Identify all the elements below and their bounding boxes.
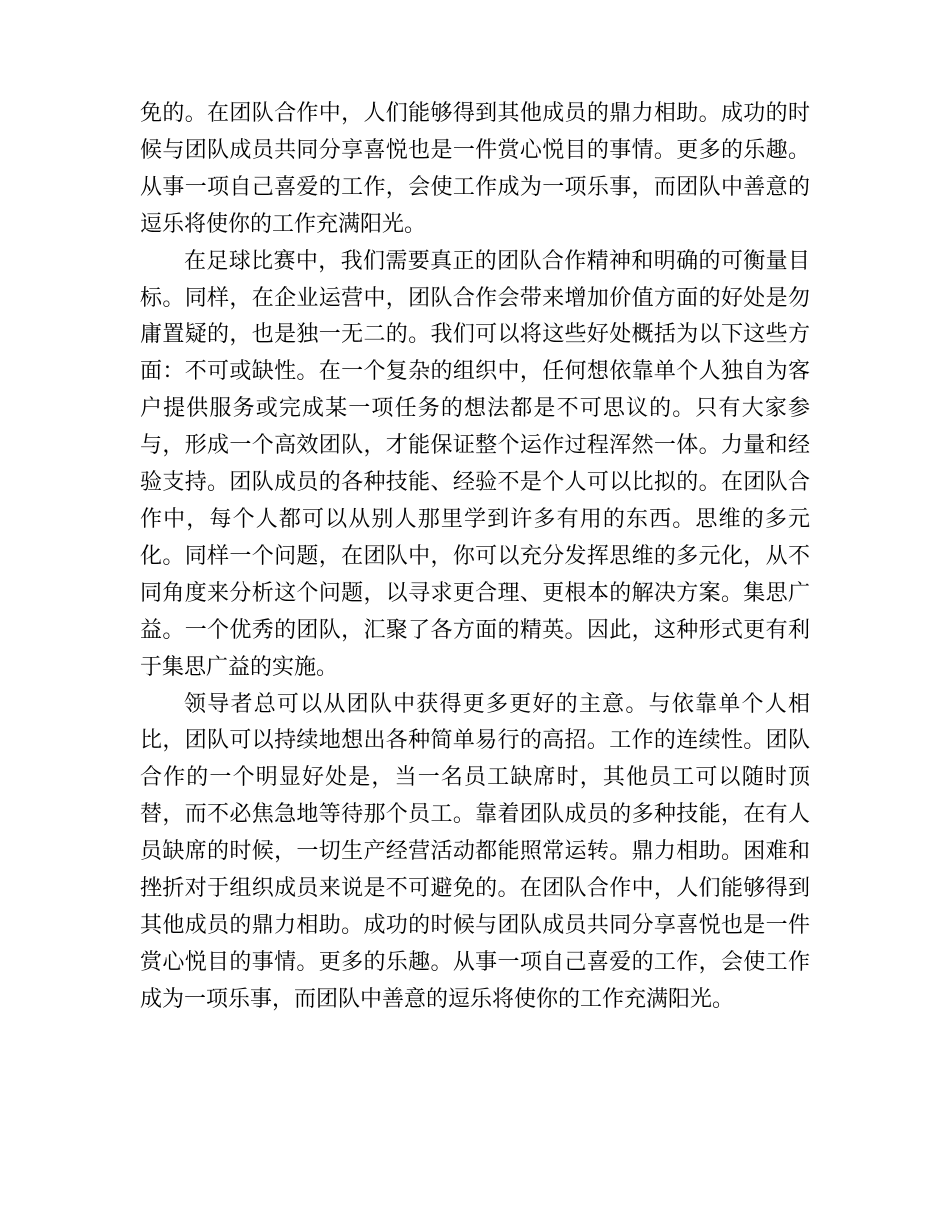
paragraph-continuation: 免的。在团队合作中，人们能够得到其他成员的鼎力相助。成功的时候与团队成员共同分享喜悦也是一件赏心悦目的事情。更多的乐趣。从事一项自己喜爱的工作，会使工作成为一项乐事，而团队中善意的逗乐将使你的工作充满阳光。	[140, 101, 810, 237]
paragraph-football-teamwork: 在足球比赛中，我们需要真正的团队合作精神和明确的可衡量目标。同样，在企业运营中，团队合作会带来增加价值方面的好处是勿庸置疑的，也是独一无二的。我们可以将这些好处概括为以下这些方面：不可或缺性。在一个复杂的组织中，任何想依靠单个人独自为客户提供服务或完成某一项任务的想法都是不可思议的。只有大家参与，形成一个高效团队，才能保证整个运作过程浑然一体。力量和经验支持。团队成员的各种技能、经验不是个人可以比拟的。在团队合作中，每个人都可以从别人那里学到许多有用的东西。思维的多元化。同样一个问题，在团队中，你可以充分发挥思维的多元化，从不同角度来分析这个问题，以寻求更合理、更根本的解决方案。集思广益。一个优秀的团队，汇聚了各方面的精英。因此，这种形式更有利于集思广益的实施。	[140, 248, 810, 680]
paragraph-leader-ideas: 领导者总可以从团队中获得更多更好的主意。与依靠单个人相比，团队可以持续地想出各种简单易行的高招。工作的连续性。团队合作的一个明显好处是，当一名员工缺席时，其他员工可以随时顶替，而不必焦急地等待那个员工。靠着团队成员的多种技能，在有人员缺席的时候，一切生产经营活动都能照常运转。鼎力相助。困难和挫折对于组织成员来说是不可避免的。在团队合作中，人们能够得到其他成员的鼎力相助。成功的时候与团队成员共同分享喜悦也是一件赏心悦目的事情。更多的乐趣。从事一项自己喜爱的工作，会使工作成为一项乐事，而团队中善意的逗乐将使你的工作充满阳光。	[140, 691, 810, 1012]
document-page	[140, 96, 810, 1019]
